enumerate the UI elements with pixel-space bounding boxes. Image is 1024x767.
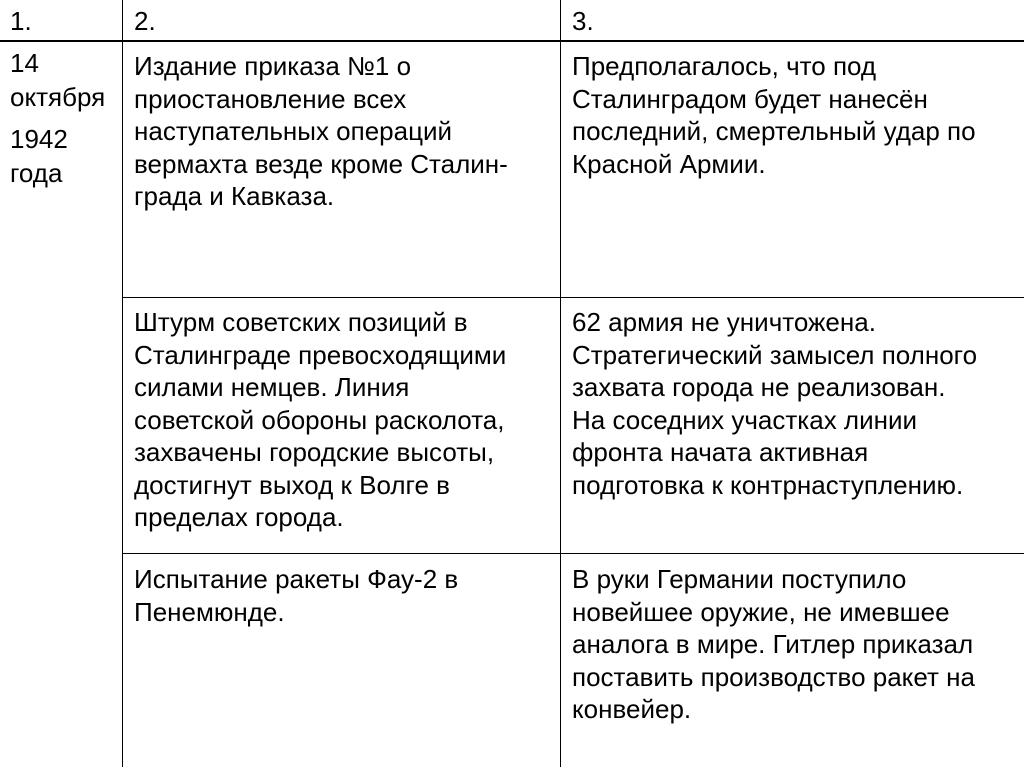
date-day: 14 <box>10 48 39 78</box>
row2-result: 62 армия не уничтожена. Стратегический замысел полного захвата города не реализован. На соседних участках линии фронта начата активная подготовка к контрнаступлению. <box>572 307 978 500</box>
row1-result: Предполагалось, что под Сталинградом будет нанесён последний, смертельный удар по Красной Армии. <box>572 51 976 179</box>
header-bottom-border <box>0 40 1024 42</box>
date-word: года <box>10 158 63 188</box>
header-col2: 2. <box>134 6 156 36</box>
row2-event: Штурм советских позиций в Сталинграде превосходящими силами немцев. Линия советской обороны расколота, захвачены городские высоты, достигнут выход к Волге в пределах города. <box>134 307 507 532</box>
date-month: октября <box>10 82 106 112</box>
row1-bottom-border <box>123 297 1024 298</box>
row3-result: В руки Германии поступило новейшее оружие, не имевшее аналога в мире. Гитлер приказал поставить производство ракет на конвейер. <box>572 564 975 724</box>
row3-event: Испытание ракеты Фау-2 в Пенемюнде. <box>134 564 459 627</box>
column1-right-border <box>122 0 123 767</box>
date-year: 1942 <box>10 124 68 154</box>
column2-right-border <box>560 0 561 767</box>
header-col1: 1. <box>10 6 32 36</box>
header-col3: 3. <box>572 6 594 36</box>
row2-bottom-border <box>123 553 1024 554</box>
row1-event: Издание приказа №1 о приостановление всех наступательных операций вермахта везде кроме Сталин- града и Кавказа. <box>134 51 508 211</box>
